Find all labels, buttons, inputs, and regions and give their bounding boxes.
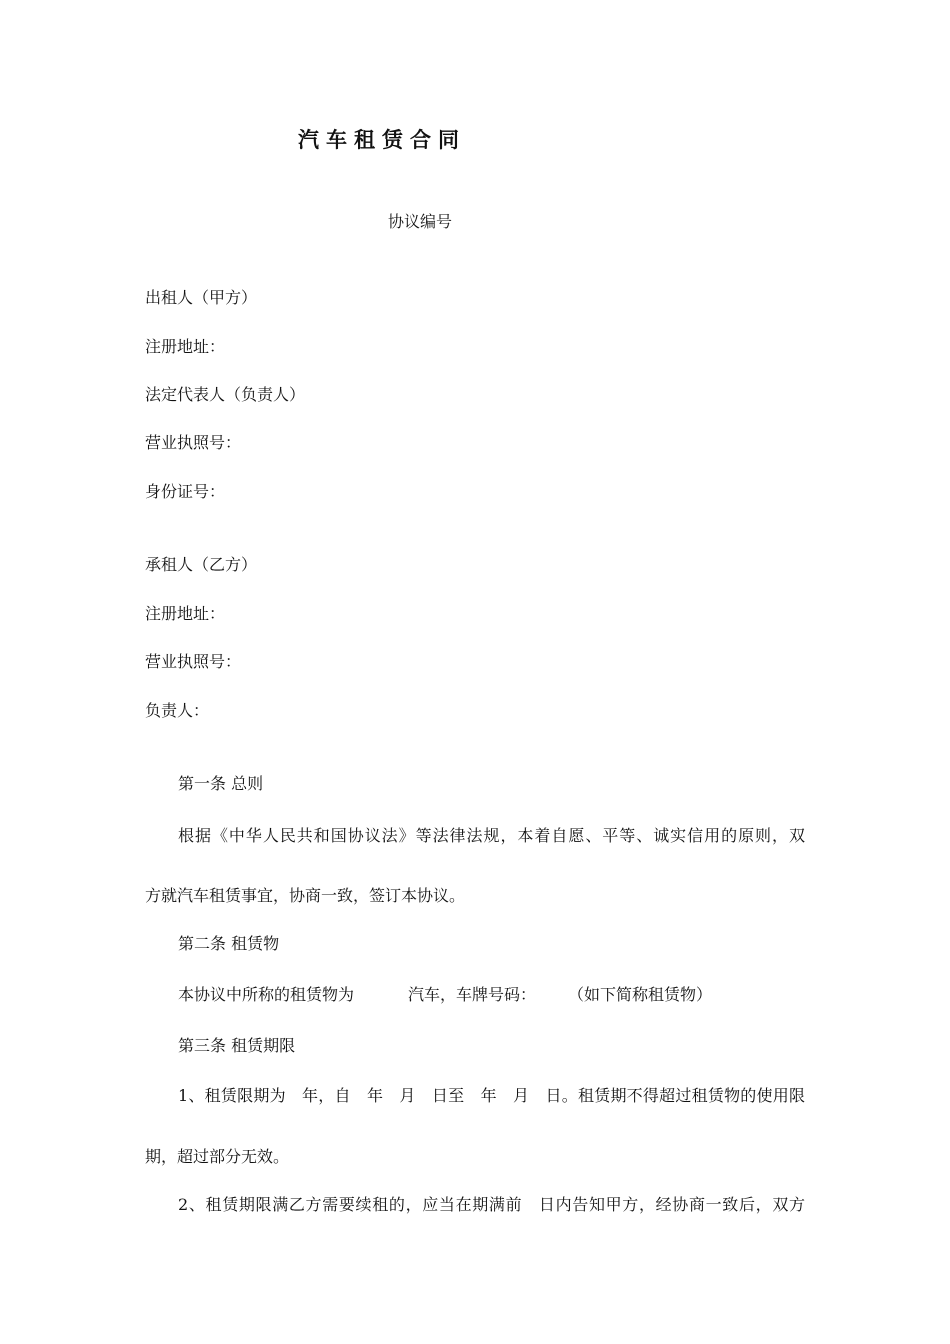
article3-heading: 第三条 租赁期限	[178, 1036, 296, 1055]
article3-clause1-line1: 1、租赁限期为 年，自 年 月 日至 年 月 日。租赁期不得超过租赁物的使用限	[178, 1086, 805, 1105]
lessor-id-card: 身份证号：	[145, 482, 226, 501]
lessor-license: 营业执照号：	[145, 433, 242, 452]
article2-heading: 第二条 租赁物	[178, 934, 280, 953]
article1-heading: 第一条 总则	[178, 774, 264, 793]
article3-clause2-line1: 2、租赁期限满乙方需要续租的，应当在期满前 日内告知甲方，经协商一致后，双方	[178, 1195, 805, 1214]
article2-part2: 汽车，车牌号码：	[408, 985, 537, 1004]
document-title: 汽车租赁合同	[298, 128, 466, 152]
lessor-address: 注册地址：	[145, 337, 226, 356]
lessor-representative: 法定代表人（负责人）	[145, 385, 306, 404]
lessor-heading: 出租人（甲方）	[145, 288, 258, 307]
lessee-address: 注册地址：	[145, 604, 226, 623]
article2-part3: （如下简称租赁物）	[568, 985, 713, 1004]
article1-line1: 根据《中华人民共和国协议法》等法律法规，本着自愿、平等、诚实信用的原则，双	[178, 826, 805, 845]
article1-line2: 方就汽车租赁事宜，协商一致，签订本协议。	[145, 886, 466, 905]
article3-clause1-line2: 期，超过部分无效。	[145, 1147, 290, 1166]
lessee-license: 营业执照号：	[145, 652, 242, 671]
article2-part1: 本协议中所称的租赁物为	[178, 985, 355, 1004]
agreement-number-label: 协议编号	[388, 212, 453, 231]
lessee-heading: 承租人（乙方）	[145, 555, 258, 574]
lessee-responsible: 负责人：	[145, 701, 210, 720]
